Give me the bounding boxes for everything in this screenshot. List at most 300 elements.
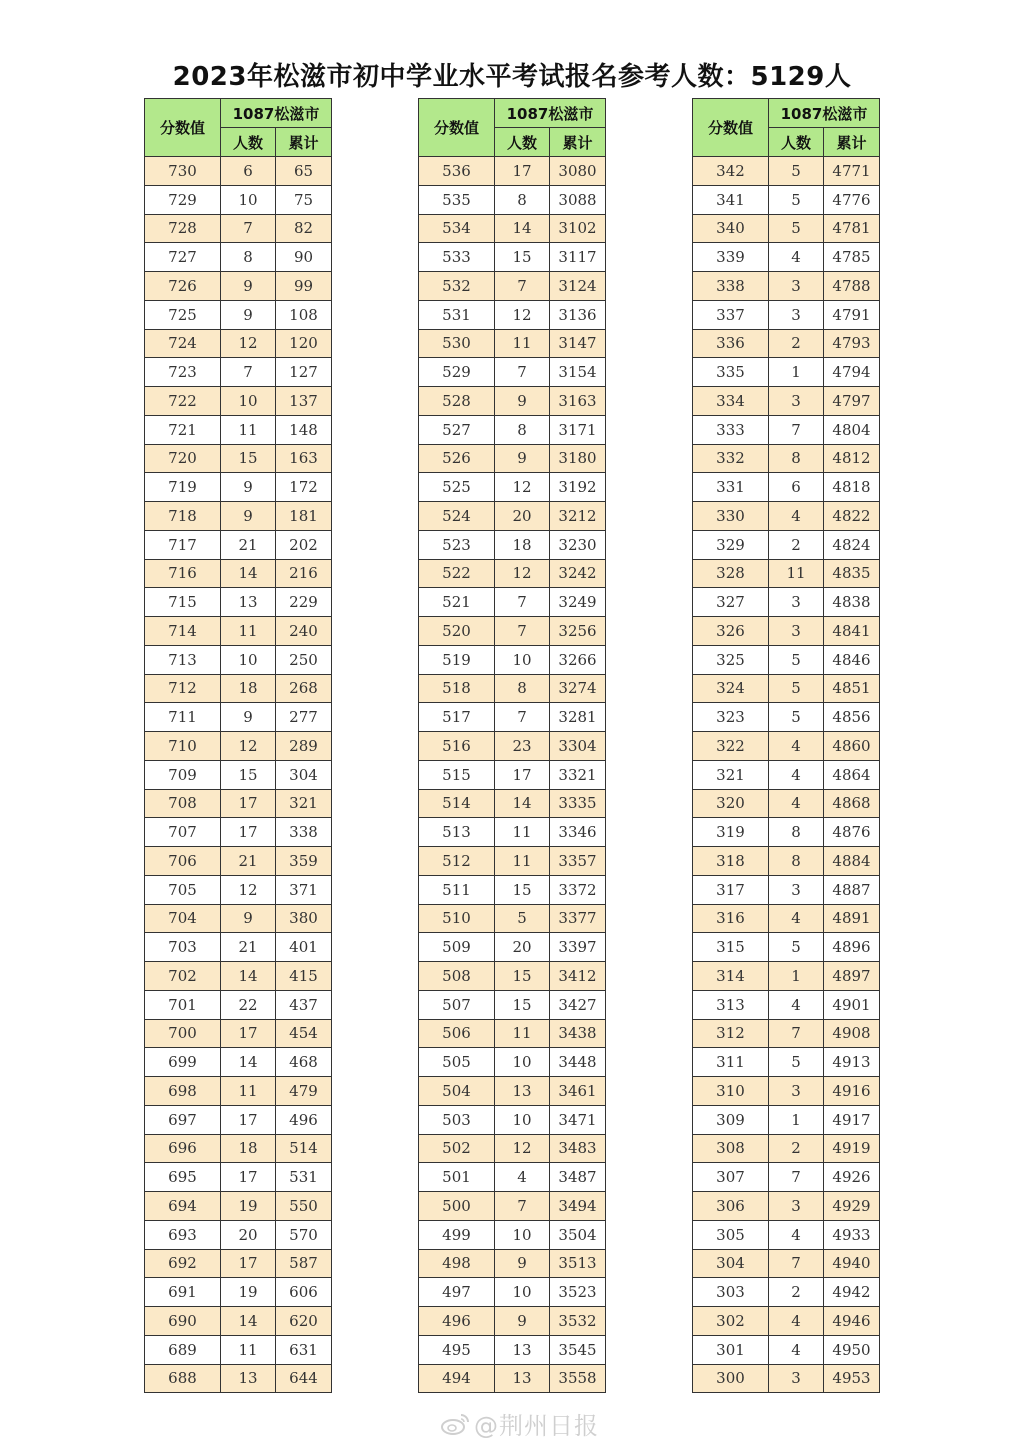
cell-score: 718 xyxy=(145,502,221,531)
cell-cumulative: 4913 xyxy=(824,1048,880,1077)
header-score: 分数值 xyxy=(693,99,769,157)
header-cumulative: 累计 xyxy=(824,128,880,157)
table-row xyxy=(693,1105,880,1134)
cell-cumulative: 4953 xyxy=(824,1364,880,1393)
cell-count: 9 xyxy=(495,1307,550,1336)
cell-cumulative: 401 xyxy=(276,933,332,962)
cell-score: 325 xyxy=(693,645,769,674)
cell-score: 726 xyxy=(145,272,221,301)
watermark-text: @荆州日报 xyxy=(474,1412,599,1440)
cell-score: 528 xyxy=(419,387,495,416)
cell-count: 12 xyxy=(221,875,276,904)
cell-cumulative: 4946 xyxy=(824,1307,880,1336)
cell-cumulative: 4860 xyxy=(824,732,880,761)
cell-cumulative: 3346 xyxy=(550,818,606,847)
cell-count: 21 xyxy=(221,933,276,962)
cell-cumulative: 163 xyxy=(276,444,332,473)
cell-count: 22 xyxy=(221,990,276,1019)
cell-count: 11 xyxy=(221,1335,276,1364)
table-row xyxy=(145,1134,332,1163)
cell-score: 495 xyxy=(419,1335,495,1364)
cell-cumulative: 3117 xyxy=(550,243,606,272)
cell-score: 302 xyxy=(693,1307,769,1336)
cell-cumulative: 268 xyxy=(276,674,332,703)
table-row xyxy=(145,214,332,243)
cell-cumulative: 4897 xyxy=(824,962,880,991)
cell-score: 336 xyxy=(693,329,769,358)
table-row xyxy=(145,358,332,387)
cell-cumulative: 359 xyxy=(276,847,332,876)
cell-score: 312 xyxy=(693,1019,769,1048)
cell-count: 9 xyxy=(221,904,276,933)
cell-count: 12 xyxy=(495,559,550,588)
cell-count: 4 xyxy=(769,502,824,531)
cell-score: 724 xyxy=(145,329,221,358)
cell-cumulative: 3230 xyxy=(550,530,606,559)
cell-cumulative: 240 xyxy=(276,617,332,646)
cell-count: 10 xyxy=(495,1220,550,1249)
cell-count: 4 xyxy=(769,990,824,1019)
cell-cumulative: 137 xyxy=(276,387,332,416)
cell-cumulative: 4793 xyxy=(824,329,880,358)
cell-cumulative: 479 xyxy=(276,1077,332,1106)
cell-cumulative: 3487 xyxy=(550,1163,606,1192)
table-row xyxy=(145,473,332,502)
table-row xyxy=(145,990,332,1019)
cell-score: 714 xyxy=(145,617,221,646)
table-row xyxy=(145,444,332,473)
cell-cumulative: 4864 xyxy=(824,760,880,789)
cell-count: 14 xyxy=(495,214,550,243)
table-row xyxy=(693,760,880,789)
cell-count: 14 xyxy=(221,559,276,588)
cell-score: 702 xyxy=(145,962,221,991)
table-row xyxy=(693,789,880,818)
cell-count: 15 xyxy=(495,990,550,1019)
cell-score: 319 xyxy=(693,818,769,847)
cell-score: 317 xyxy=(693,875,769,904)
cell-score: 716 xyxy=(145,559,221,588)
cell-count: 4 xyxy=(769,1307,824,1336)
cell-cumulative: 4794 xyxy=(824,358,880,387)
cell-count: 4 xyxy=(769,732,824,761)
table-row xyxy=(419,157,606,186)
cell-cumulative: 3212 xyxy=(550,502,606,531)
table-row xyxy=(693,847,880,876)
cell-cumulative: 3532 xyxy=(550,1307,606,1336)
cell-score: 506 xyxy=(419,1019,495,1048)
cell-count: 7 xyxy=(769,1249,824,1278)
cell-cumulative: 3088 xyxy=(550,185,606,214)
cell-score: 324 xyxy=(693,674,769,703)
table-row xyxy=(145,1335,332,1364)
cell-count: 8 xyxy=(221,243,276,272)
table-row xyxy=(419,444,606,473)
cell-score: 307 xyxy=(693,1163,769,1192)
table-row xyxy=(693,818,880,847)
cell-score: 707 xyxy=(145,818,221,847)
table-row xyxy=(145,674,332,703)
cell-count: 7 xyxy=(769,415,824,444)
table-row xyxy=(693,272,880,301)
cell-count: 17 xyxy=(221,1019,276,1048)
table-row xyxy=(145,703,332,732)
cell-score: 321 xyxy=(693,760,769,789)
cell-count: 12 xyxy=(495,473,550,502)
table-row xyxy=(419,588,606,617)
cell-count: 5 xyxy=(769,157,824,186)
table-row xyxy=(693,674,880,703)
table-row xyxy=(419,789,606,818)
cell-cumulative: 4785 xyxy=(824,243,880,272)
table-row xyxy=(693,329,880,358)
table-row xyxy=(419,300,606,329)
cell-count: 5 xyxy=(769,645,824,674)
cell-score: 513 xyxy=(419,818,495,847)
cell-count: 3 xyxy=(769,617,824,646)
table-row xyxy=(693,214,880,243)
cell-count: 7 xyxy=(495,358,550,387)
cell-cumulative: 4887 xyxy=(824,875,880,904)
cell-score: 729 xyxy=(145,185,221,214)
cell-cumulative: 380 xyxy=(276,904,332,933)
cell-score: 713 xyxy=(145,645,221,674)
cell-score: 529 xyxy=(419,358,495,387)
cell-cumulative: 4822 xyxy=(824,502,880,531)
cell-score: 338 xyxy=(693,272,769,301)
table-row xyxy=(693,1134,880,1163)
cell-score: 512 xyxy=(419,847,495,876)
header-region: 1087松滋市 xyxy=(221,99,332,128)
cell-count: 13 xyxy=(495,1077,550,1106)
cell-cumulative: 4841 xyxy=(824,617,880,646)
cell-cumulative: 4797 xyxy=(824,387,880,416)
table-row xyxy=(145,847,332,876)
cell-count: 7 xyxy=(495,272,550,301)
cell-cumulative: 3304 xyxy=(550,732,606,761)
cell-cumulative: 65 xyxy=(276,157,332,186)
cell-score: 710 xyxy=(145,732,221,761)
cell-count: 3 xyxy=(769,1364,824,1393)
table-row xyxy=(419,329,606,358)
cell-cumulative: 3461 xyxy=(550,1077,606,1106)
table-row xyxy=(145,1077,332,1106)
cell-cumulative: 3471 xyxy=(550,1105,606,1134)
table-row xyxy=(693,617,880,646)
cell-score: 708 xyxy=(145,789,221,818)
cell-cumulative: 3372 xyxy=(550,875,606,904)
cell-cumulative: 3180 xyxy=(550,444,606,473)
cell-score: 697 xyxy=(145,1105,221,1134)
cell-count: 4 xyxy=(769,1335,824,1364)
cell-cumulative: 108 xyxy=(276,300,332,329)
cell-score: 688 xyxy=(145,1364,221,1393)
table-row xyxy=(145,1220,332,1249)
table-row xyxy=(145,530,332,559)
table-row xyxy=(693,962,880,991)
cell-score: 534 xyxy=(419,214,495,243)
cell-cumulative: 229 xyxy=(276,588,332,617)
cell-cumulative: 3080 xyxy=(550,157,606,186)
cell-cumulative: 4919 xyxy=(824,1134,880,1163)
cell-count: 21 xyxy=(221,847,276,876)
cell-cumulative: 181 xyxy=(276,502,332,531)
cell-cumulative: 321 xyxy=(276,789,332,818)
cell-count: 14 xyxy=(495,789,550,818)
cell-count: 2 xyxy=(769,530,824,559)
cell-score: 315 xyxy=(693,933,769,962)
table-row xyxy=(693,415,880,444)
cell-score: 725 xyxy=(145,300,221,329)
cell-cumulative: 304 xyxy=(276,760,332,789)
cell-count: 17 xyxy=(221,1249,276,1278)
cell-count: 9 xyxy=(495,387,550,416)
cell-score: 304 xyxy=(693,1249,769,1278)
cell-count: 3 xyxy=(769,588,824,617)
cell-score: 505 xyxy=(419,1048,495,1077)
cell-cumulative: 3494 xyxy=(550,1192,606,1221)
cell-cumulative: 3523 xyxy=(550,1278,606,1307)
cell-count: 10 xyxy=(221,645,276,674)
table-row xyxy=(145,1307,332,1336)
cell-cumulative: 202 xyxy=(276,530,332,559)
cell-score: 335 xyxy=(693,358,769,387)
cell-count: 4 xyxy=(769,760,824,789)
cell-count: 2 xyxy=(769,1278,824,1307)
cell-count: 9 xyxy=(495,444,550,473)
cell-score: 313 xyxy=(693,990,769,1019)
table-row xyxy=(693,502,880,531)
cell-cumulative: 514 xyxy=(276,1134,332,1163)
cell-cumulative: 531 xyxy=(276,1163,332,1192)
cell-score: 310 xyxy=(693,1077,769,1106)
cell-count: 17 xyxy=(221,818,276,847)
table-row xyxy=(693,1364,880,1393)
table-row xyxy=(145,272,332,301)
cell-score: 719 xyxy=(145,473,221,502)
cell-count: 4 xyxy=(769,1220,824,1249)
cell-score: 705 xyxy=(145,875,221,904)
cell-cumulative: 587 xyxy=(276,1249,332,1278)
cell-score: 509 xyxy=(419,933,495,962)
cell-cumulative: 4818 xyxy=(824,473,880,502)
cell-count: 11 xyxy=(495,847,550,876)
header-region: 1087松滋市 xyxy=(769,99,880,128)
table-row xyxy=(419,732,606,761)
cell-count: 11 xyxy=(495,1019,550,1048)
cell-cumulative: 338 xyxy=(276,818,332,847)
cell-count: 7 xyxy=(495,703,550,732)
cell-cumulative: 620 xyxy=(276,1307,332,1336)
cell-count: 10 xyxy=(495,1278,550,1307)
cell-cumulative: 216 xyxy=(276,559,332,588)
table-row xyxy=(419,674,606,703)
cell-cumulative: 289 xyxy=(276,732,332,761)
cell-count: 12 xyxy=(495,300,550,329)
cell-cumulative: 371 xyxy=(276,875,332,904)
cell-count: 6 xyxy=(221,157,276,186)
cell-score: 504 xyxy=(419,1077,495,1106)
table-row xyxy=(693,732,880,761)
cell-cumulative: 148 xyxy=(276,415,332,444)
table-row xyxy=(145,559,332,588)
cell-count: 13 xyxy=(495,1335,550,1364)
table-row xyxy=(145,502,332,531)
cell-cumulative: 3274 xyxy=(550,674,606,703)
cell-cumulative: 4851 xyxy=(824,674,880,703)
cell-score: 694 xyxy=(145,1192,221,1221)
table-row xyxy=(419,502,606,531)
score-table-2 xyxy=(418,98,606,1393)
table-row xyxy=(145,387,332,416)
table-row xyxy=(693,645,880,674)
table-row xyxy=(145,875,332,904)
cell-score: 518 xyxy=(419,674,495,703)
cell-cumulative: 4942 xyxy=(824,1278,880,1307)
cell-count: 4 xyxy=(769,243,824,272)
cell-cumulative: 4929 xyxy=(824,1192,880,1221)
cell-cumulative: 250 xyxy=(276,645,332,674)
cell-count: 11 xyxy=(495,329,550,358)
cell-count: 12 xyxy=(221,329,276,358)
cell-cumulative: 82 xyxy=(276,214,332,243)
cell-cumulative: 3266 xyxy=(550,645,606,674)
cell-cumulative: 606 xyxy=(276,1278,332,1307)
table-row xyxy=(419,617,606,646)
cell-score: 311 xyxy=(693,1048,769,1077)
cell-count: 17 xyxy=(221,1105,276,1134)
cell-count: 5 xyxy=(769,703,824,732)
table-row xyxy=(419,875,606,904)
table-row xyxy=(145,588,332,617)
cell-score: 703 xyxy=(145,933,221,962)
cell-cumulative: 4868 xyxy=(824,789,880,818)
cell-cumulative: 4846 xyxy=(824,645,880,674)
cell-score: 496 xyxy=(419,1307,495,1336)
cell-score: 308 xyxy=(693,1134,769,1163)
cell-cumulative: 631 xyxy=(276,1335,332,1364)
cell-score: 521 xyxy=(419,588,495,617)
cell-cumulative: 3249 xyxy=(550,588,606,617)
cell-count: 18 xyxy=(221,1134,276,1163)
table-row xyxy=(145,760,332,789)
cell-score: 331 xyxy=(693,473,769,502)
cell-cumulative: 3171 xyxy=(550,415,606,444)
cell-count: 8 xyxy=(769,444,824,473)
cell-score: 326 xyxy=(693,617,769,646)
table-row xyxy=(419,645,606,674)
cell-count: 13 xyxy=(221,588,276,617)
cell-score: 333 xyxy=(693,415,769,444)
cell-score: 507 xyxy=(419,990,495,1019)
cell-count: 3 xyxy=(769,272,824,301)
table-row xyxy=(419,760,606,789)
table-row xyxy=(145,645,332,674)
cell-score: 316 xyxy=(693,904,769,933)
cell-count: 3 xyxy=(769,387,824,416)
cell-score: 532 xyxy=(419,272,495,301)
table-row xyxy=(693,1019,880,1048)
cell-cumulative: 4950 xyxy=(824,1335,880,1364)
cell-count: 23 xyxy=(495,732,550,761)
cell-count: 17 xyxy=(221,789,276,818)
cell-count: 5 xyxy=(769,185,824,214)
cell-count: 15 xyxy=(221,760,276,789)
table-row xyxy=(693,875,880,904)
cell-count: 14 xyxy=(221,1307,276,1336)
cell-count: 7 xyxy=(495,1192,550,1221)
cell-cumulative: 4788 xyxy=(824,272,880,301)
cell-count: 15 xyxy=(221,444,276,473)
cell-score: 690 xyxy=(145,1307,221,1336)
cell-count: 5 xyxy=(769,214,824,243)
cell-score: 723 xyxy=(145,358,221,387)
cell-count: 7 xyxy=(495,617,550,646)
table-row xyxy=(693,185,880,214)
cell-score: 337 xyxy=(693,300,769,329)
table-row xyxy=(419,243,606,272)
cell-cumulative: 120 xyxy=(276,329,332,358)
table-row xyxy=(693,1335,880,1364)
cell-cumulative: 4771 xyxy=(824,157,880,186)
cell-count: 5 xyxy=(769,1048,824,1077)
cell-cumulative: 4940 xyxy=(824,1249,880,1278)
table-row xyxy=(145,962,332,991)
cell-count: 18 xyxy=(221,674,276,703)
table-row xyxy=(419,962,606,991)
cell-score: 303 xyxy=(693,1278,769,1307)
cell-score: 328 xyxy=(693,559,769,588)
cell-cumulative: 3102 xyxy=(550,214,606,243)
cell-score: 691 xyxy=(145,1278,221,1307)
cell-score: 332 xyxy=(693,444,769,473)
cell-cumulative: 3412 xyxy=(550,962,606,991)
cell-score: 712 xyxy=(145,674,221,703)
table-row xyxy=(145,415,332,444)
cell-cumulative: 4856 xyxy=(824,703,880,732)
table-row xyxy=(145,1019,332,1048)
cell-count: 8 xyxy=(495,415,550,444)
cell-score: 339 xyxy=(693,243,769,272)
cell-score: 536 xyxy=(419,157,495,186)
cell-cumulative: 4908 xyxy=(824,1019,880,1048)
table-row xyxy=(693,1192,880,1221)
cell-score: 727 xyxy=(145,243,221,272)
cell-count: 8 xyxy=(495,674,550,703)
table-row xyxy=(419,1077,606,1106)
cell-score: 318 xyxy=(693,847,769,876)
cell-score: 706 xyxy=(145,847,221,876)
table-row xyxy=(419,1163,606,1192)
cell-score: 511 xyxy=(419,875,495,904)
score-table-3 xyxy=(692,98,880,1393)
cell-score: 508 xyxy=(419,962,495,991)
table-row xyxy=(693,530,880,559)
cell-cumulative: 127 xyxy=(276,358,332,387)
cell-count: 9 xyxy=(221,300,276,329)
table-row xyxy=(419,818,606,847)
cell-count: 20 xyxy=(495,933,550,962)
cell-score: 300 xyxy=(693,1364,769,1393)
table-row xyxy=(419,473,606,502)
cell-score: 728 xyxy=(145,214,221,243)
table-row xyxy=(145,933,332,962)
table-row xyxy=(693,243,880,272)
cell-cumulative: 3558 xyxy=(550,1364,606,1393)
table-row xyxy=(145,185,332,214)
cell-cumulative: 3281 xyxy=(550,703,606,732)
cell-cumulative: 4891 xyxy=(824,904,880,933)
